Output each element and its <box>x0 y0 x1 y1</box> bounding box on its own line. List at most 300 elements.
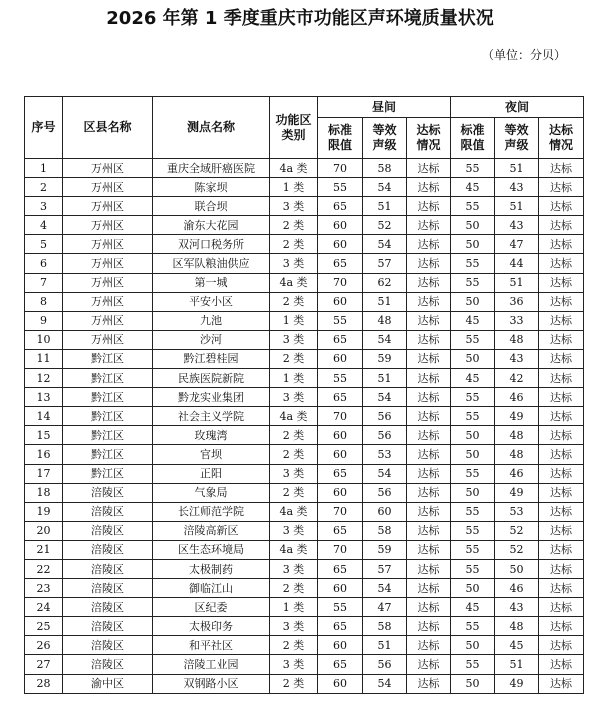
cell-zone: 3 类 <box>270 254 318 273</box>
cell-index: 1 <box>25 159 63 178</box>
table-row <box>25 636 584 655</box>
cell-night-limit: 55 <box>451 407 495 426</box>
table-row <box>25 216 584 235</box>
cell-night-status: 达标 <box>539 292 584 311</box>
cell-day-limit: 55 <box>318 598 363 617</box>
cell-day-limit: 60 <box>318 426 363 445</box>
cell-night-status: 达标 <box>539 598 584 617</box>
cell-day-limit: 55 <box>318 369 363 388</box>
table-row <box>25 426 584 445</box>
cell-night-status: 达标 <box>539 216 584 235</box>
table-row <box>25 388 584 407</box>
cell-district: 万州区 <box>63 197 153 216</box>
cell-site: 区军队粮油供应 <box>153 254 270 273</box>
cell-zone: 3 类 <box>270 464 318 483</box>
cell-night-limit: 55 <box>451 388 495 407</box>
cell-district: 万州区 <box>63 159 153 178</box>
cell-night-limit: 55 <box>451 159 495 178</box>
cell-night-limit: 55 <box>451 502 495 521</box>
cell-night-limit: 55 <box>451 330 495 349</box>
cell-site: 黔江碧桂园 <box>153 349 270 368</box>
cell-day-status: 达标 <box>407 235 451 254</box>
cell-day-limit: 65 <box>318 197 363 216</box>
cell-night-limit: 55 <box>451 197 495 216</box>
cell-day-limit: 65 <box>318 464 363 483</box>
cell-day-limit: 65 <box>318 617 363 636</box>
cell-night-level: 36 <box>495 292 539 311</box>
cell-day-status: 达标 <box>407 445 451 464</box>
cell-day-status: 达标 <box>407 636 451 655</box>
cell-night-level: 49 <box>495 674 539 693</box>
header-district: 区县名称 <box>63 97 153 159</box>
cell-day-status: 达标 <box>407 407 451 426</box>
table-body <box>25 159 584 694</box>
cell-night-status: 达标 <box>539 617 584 636</box>
cell-index: 22 <box>25 559 63 578</box>
cell-district: 黔江区 <box>63 349 153 368</box>
cell-night-level: 43 <box>495 216 539 235</box>
cell-day-limit: 65 <box>318 254 363 273</box>
cell-day-level: 59 <box>363 540 407 559</box>
cell-day-limit: 60 <box>318 483 363 502</box>
cell-night-limit: 55 <box>451 464 495 483</box>
cell-night-status: 达标 <box>539 407 584 426</box>
cell-site: 玫瑰湾 <box>153 426 270 445</box>
cell-site: 区生态环境局 <box>153 540 270 559</box>
cell-day-level: 48 <box>363 311 407 330</box>
cell-night-status: 达标 <box>539 426 584 445</box>
cell-night-level: 52 <box>495 540 539 559</box>
cell-district: 万州区 <box>63 273 153 292</box>
cell-day-limit: 60 <box>318 292 363 311</box>
cell-day-status: 达标 <box>407 388 451 407</box>
table-row <box>25 369 584 388</box>
cell-day-limit: 60 <box>318 349 363 368</box>
header-night-status-text: 达标情况 <box>549 123 574 152</box>
cell-zone: 3 类 <box>270 388 318 407</box>
cell-index: 20 <box>25 521 63 540</box>
cell-night-level: 45 <box>495 636 539 655</box>
cell-zone: 4a 类 <box>270 159 318 178</box>
cell-night-status: 达标 <box>539 197 584 216</box>
cell-night-status: 达标 <box>539 502 584 521</box>
header-index: 序号 <box>25 97 63 159</box>
cell-site: 联合坝 <box>153 197 270 216</box>
cell-night-limit: 50 <box>451 674 495 693</box>
cell-night-status: 达标 <box>539 636 584 655</box>
cell-night-limit: 55 <box>451 655 495 674</box>
table-row <box>25 464 584 483</box>
cell-district: 万州区 <box>63 235 153 254</box>
cell-night-status: 达标 <box>539 349 584 368</box>
cell-day-limit: 70 <box>318 407 363 426</box>
cell-district: 黔江区 <box>63 464 153 483</box>
header-night-level <box>495 118 539 159</box>
cell-day-level: 56 <box>363 426 407 445</box>
cell-night-status: 达标 <box>539 311 584 330</box>
cell-day-level: 47 <box>363 598 407 617</box>
cell-night-level: 50 <box>495 559 539 578</box>
noise-quality-table <box>24 96 584 694</box>
cell-night-status: 达标 <box>539 559 584 578</box>
cell-site: 御临江山 <box>153 579 270 598</box>
cell-zone: 4a 类 <box>270 273 318 292</box>
cell-district: 涪陵区 <box>63 636 153 655</box>
header-zone-text: 功能区类别 <box>275 112 312 142</box>
cell-day-limit: 55 <box>318 311 363 330</box>
cell-zone: 2 类 <box>270 235 318 254</box>
cell-index: 10 <box>25 330 63 349</box>
cell-day-status: 达标 <box>407 178 451 197</box>
cell-night-level: 43 <box>495 349 539 368</box>
cell-day-status: 达标 <box>407 330 451 349</box>
cell-district: 涪陵区 <box>63 502 153 521</box>
table-row <box>25 483 584 502</box>
cell-index: 25 <box>25 617 63 636</box>
cell-day-status: 达标 <box>407 502 451 521</box>
cell-night-level: 49 <box>495 483 539 502</box>
cell-site: 长江师范学院 <box>153 502 270 521</box>
cell-site: 平安小区 <box>153 292 270 311</box>
cell-day-level: 54 <box>363 579 407 598</box>
cell-day-status: 达标 <box>407 674 451 693</box>
cell-night-status: 达标 <box>539 273 584 292</box>
cell-night-level: 46 <box>495 388 539 407</box>
cell-index: 14 <box>25 407 63 426</box>
cell-zone: 3 类 <box>270 559 318 578</box>
cell-district: 黔江区 <box>63 407 153 426</box>
cell-night-limit: 50 <box>451 445 495 464</box>
cell-day-limit: 60 <box>318 636 363 655</box>
cell-day-status: 达标 <box>407 349 451 368</box>
cell-zone: 2 类 <box>270 483 318 502</box>
cell-day-level: 53 <box>363 445 407 464</box>
cell-day-limit: 60 <box>318 674 363 693</box>
table-row <box>25 330 584 349</box>
cell-index: 2 <box>25 178 63 197</box>
header-site: 测点名称 <box>153 97 270 159</box>
cell-night-status: 达标 <box>539 483 584 502</box>
cell-index: 27 <box>25 655 63 674</box>
cell-day-level: 51 <box>363 292 407 311</box>
cell-zone: 4a 类 <box>270 540 318 559</box>
cell-night-level: 43 <box>495 178 539 197</box>
cell-day-limit: 70 <box>318 159 363 178</box>
cell-day-level: 54 <box>363 674 407 693</box>
cell-day-status: 达标 <box>407 464 451 483</box>
cell-day-level: 56 <box>363 483 407 502</box>
table-row <box>25 292 584 311</box>
cell-night-level: 48 <box>495 426 539 445</box>
cell-district: 涪陵区 <box>63 617 153 636</box>
cell-site: 和平社区 <box>153 636 270 655</box>
cell-district: 万州区 <box>63 330 153 349</box>
cell-night-status: 达标 <box>539 674 584 693</box>
cell-night-level: 43 <box>495 598 539 617</box>
cell-night-limit: 50 <box>451 216 495 235</box>
cell-district: 涪陵区 <box>63 559 153 578</box>
cell-day-level: 54 <box>363 388 407 407</box>
cell-zone: 2 类 <box>270 445 318 464</box>
cell-night-level: 49 <box>495 407 539 426</box>
cell-day-status: 达标 <box>407 540 451 559</box>
cell-night-limit: 55 <box>451 540 495 559</box>
header-day-level-text: 等效声级 <box>372 123 397 152</box>
table-row <box>25 273 584 292</box>
header-day-level <box>363 118 407 159</box>
cell-index: 13 <box>25 388 63 407</box>
cell-day-limit: 55 <box>318 178 363 197</box>
cell-day-level: 56 <box>363 407 407 426</box>
cell-zone: 1 类 <box>270 369 318 388</box>
cell-site: 太极印务 <box>153 617 270 636</box>
cell-day-level: 51 <box>363 636 407 655</box>
table-row <box>25 655 584 674</box>
cell-site: 区纪委 <box>153 598 270 617</box>
cell-day-limit: 65 <box>318 521 363 540</box>
cell-night-limit: 50 <box>451 426 495 445</box>
cell-site: 第一城 <box>153 273 270 292</box>
cell-index: 5 <box>25 235 63 254</box>
header-night-limit <box>451 118 495 159</box>
cell-zone: 3 类 <box>270 655 318 674</box>
cell-site: 太极制药 <box>153 559 270 578</box>
cell-district: 黔江区 <box>63 388 153 407</box>
cell-zone: 3 类 <box>270 521 318 540</box>
header-zone <box>270 97 318 159</box>
cell-index: 15 <box>25 426 63 445</box>
cell-day-status: 达标 <box>407 216 451 235</box>
cell-night-limit: 50 <box>451 636 495 655</box>
header-night-level-text: 等效声级 <box>504 123 529 152</box>
cell-day-status: 达标 <box>407 559 451 578</box>
cell-night-level: 47 <box>495 235 539 254</box>
cell-zone: 2 类 <box>270 349 318 368</box>
cell-site: 九池 <box>153 311 270 330</box>
cell-night-level: 52 <box>495 521 539 540</box>
cell-site: 双钢路小区 <box>153 674 270 693</box>
cell-day-status: 达标 <box>407 369 451 388</box>
cell-index: 7 <box>25 273 63 292</box>
cell-district: 涪陵区 <box>63 483 153 502</box>
cell-night-limit: 50 <box>451 483 495 502</box>
cell-site: 民族医院新院 <box>153 369 270 388</box>
page-title: 2026 年第 1 季度重庆市功能区声环境质量状况 <box>106 8 494 29</box>
cell-day-status: 达标 <box>407 311 451 330</box>
cell-day-limit: 60 <box>318 216 363 235</box>
cell-site: 双河口税务所 <box>153 235 270 254</box>
cell-day-status: 达标 <box>407 159 451 178</box>
cell-night-level: 46 <box>495 464 539 483</box>
cell-night-status: 达标 <box>539 254 584 273</box>
cell-day-level: 54 <box>363 330 407 349</box>
cell-day-level: 60 <box>363 502 407 521</box>
table-row <box>25 235 584 254</box>
cell-day-level: 57 <box>363 559 407 578</box>
table-row <box>25 197 584 216</box>
cell-night-limit: 55 <box>451 273 495 292</box>
cell-night-level: 48 <box>495 330 539 349</box>
cell-zone: 2 类 <box>270 636 318 655</box>
cell-day-status: 达标 <box>407 483 451 502</box>
cell-zone: 3 类 <box>270 197 318 216</box>
table-row <box>25 159 584 178</box>
cell-day-status: 达标 <box>407 426 451 445</box>
header-day-limit-text: 标准限值 <box>327 123 352 152</box>
cell-night-status: 达标 <box>539 579 584 598</box>
cell-night-status: 达标 <box>539 521 584 540</box>
cell-night-level: 51 <box>495 159 539 178</box>
cell-day-status: 达标 <box>407 579 451 598</box>
cell-day-status: 达标 <box>407 254 451 273</box>
cell-night-level: 48 <box>495 445 539 464</box>
cell-night-status: 达标 <box>539 330 584 349</box>
cell-district: 万州区 <box>63 178 153 197</box>
cell-day-level: 58 <box>363 159 407 178</box>
cell-day-level: 62 <box>363 273 407 292</box>
cell-day-status: 达标 <box>407 197 451 216</box>
cell-night-status: 达标 <box>539 369 584 388</box>
cell-night-status: 达标 <box>539 445 584 464</box>
cell-day-level: 57 <box>363 254 407 273</box>
table-row <box>25 349 584 368</box>
cell-night-limit: 55 <box>451 521 495 540</box>
cell-district: 万州区 <box>63 254 153 273</box>
cell-night-limit: 55 <box>451 559 495 578</box>
cell-district: 黔江区 <box>63 369 153 388</box>
cell-night-level: 48 <box>495 617 539 636</box>
cell-zone: 4a 类 <box>270 407 318 426</box>
cell-day-limit: 70 <box>318 540 363 559</box>
cell-index: 24 <box>25 598 63 617</box>
cell-day-limit: 60 <box>318 579 363 598</box>
cell-day-level: 54 <box>363 178 407 197</box>
cell-district: 涪陵区 <box>63 521 153 540</box>
cell-zone: 3 类 <box>270 617 318 636</box>
cell-district: 渝中区 <box>63 674 153 693</box>
cell-district: 万州区 <box>63 311 153 330</box>
header-row-1 <box>25 97 584 118</box>
cell-day-status: 达标 <box>407 521 451 540</box>
header-day-status-text: 达标情况 <box>416 123 441 152</box>
cell-zone: 2 类 <box>270 216 318 235</box>
cell-index: 28 <box>25 674 63 693</box>
cell-index: 6 <box>25 254 63 273</box>
cell-night-limit: 50 <box>451 292 495 311</box>
header-day-limit <box>318 118 363 159</box>
cell-district: 黔江区 <box>63 426 153 445</box>
cell-night-limit: 50 <box>451 235 495 254</box>
cell-index: 12 <box>25 369 63 388</box>
cell-night-limit: 50 <box>451 349 495 368</box>
cell-zone: 3 类 <box>270 330 318 349</box>
table-row <box>25 254 584 273</box>
table-row <box>25 598 584 617</box>
cell-night-limit: 50 <box>451 579 495 598</box>
cell-index: 11 <box>25 349 63 368</box>
cell-night-status: 达标 <box>539 464 584 483</box>
table-row <box>25 674 584 693</box>
table-row <box>25 178 584 197</box>
cell-night-status: 达标 <box>539 388 584 407</box>
cell-district: 万州区 <box>63 216 153 235</box>
header-night-limit-text: 标准限值 <box>460 123 485 152</box>
cell-index: 3 <box>25 197 63 216</box>
cell-day-status: 达标 <box>407 598 451 617</box>
cell-night-status: 达标 <box>539 540 584 559</box>
cell-night-limit: 45 <box>451 178 495 197</box>
cell-night-level: 44 <box>495 254 539 273</box>
cell-site: 气象局 <box>153 483 270 502</box>
cell-district: 涪陵区 <box>63 598 153 617</box>
cell-site: 渝东大花园 <box>153 216 270 235</box>
cell-night-level: 42 <box>495 369 539 388</box>
cell-district: 万州区 <box>63 292 153 311</box>
cell-night-level: 33 <box>495 311 539 330</box>
cell-night-limit: 55 <box>451 254 495 273</box>
cell-day-level: 52 <box>363 216 407 235</box>
cell-day-limit: 65 <box>318 330 363 349</box>
cell-zone: 2 类 <box>270 579 318 598</box>
cell-day-level: 51 <box>363 369 407 388</box>
cell-index: 18 <box>25 483 63 502</box>
cell-district: 黔江区 <box>63 445 153 464</box>
cell-day-level: 51 <box>363 197 407 216</box>
cell-day-limit: 60 <box>318 445 363 464</box>
header-day: 昼间 <box>318 97 451 118</box>
table-row <box>25 579 584 598</box>
cell-night-level: 51 <box>495 273 539 292</box>
cell-day-limit: 65 <box>318 655 363 674</box>
cell-night-level: 53 <box>495 502 539 521</box>
cell-day-level: 58 <box>363 617 407 636</box>
cell-night-limit: 55 <box>451 617 495 636</box>
cell-day-level: 59 <box>363 349 407 368</box>
cell-site: 重庆全域肝癌医院 <box>153 159 270 178</box>
cell-day-limit: 65 <box>318 559 363 578</box>
cell-site: 官坝 <box>153 445 270 464</box>
cell-night-status: 达标 <box>539 178 584 197</box>
table-row <box>25 502 584 521</box>
cell-day-status: 达标 <box>407 292 451 311</box>
cell-night-level: 51 <box>495 197 539 216</box>
cell-day-status: 达标 <box>407 273 451 292</box>
cell-night-level: 51 <box>495 655 539 674</box>
cell-day-level: 54 <box>363 235 407 254</box>
cell-night-limit: 45 <box>451 598 495 617</box>
header-night-status <box>539 118 584 159</box>
cell-zone: 2 类 <box>270 426 318 445</box>
cell-index: 19 <box>25 502 63 521</box>
cell-day-status: 达标 <box>407 617 451 636</box>
cell-index: 4 <box>25 216 63 235</box>
cell-zone: 1 类 <box>270 311 318 330</box>
cell-zone: 2 类 <box>270 292 318 311</box>
cell-index: 17 <box>25 464 63 483</box>
cell-day-limit: 70 <box>318 502 363 521</box>
cell-night-limit: 45 <box>451 369 495 388</box>
cell-zone: 1 类 <box>270 178 318 197</box>
cell-site: 涪陵高新区 <box>153 521 270 540</box>
cell-day-level: 56 <box>363 655 407 674</box>
cell-night-limit: 45 <box>451 311 495 330</box>
cell-index: 9 <box>25 311 63 330</box>
cell-district: 涪陵区 <box>63 579 153 598</box>
header-day-status <box>407 118 451 159</box>
unit-note: （单位：分贝） <box>481 48 566 62</box>
table-row <box>25 407 584 426</box>
cell-site: 正阳 <box>153 464 270 483</box>
